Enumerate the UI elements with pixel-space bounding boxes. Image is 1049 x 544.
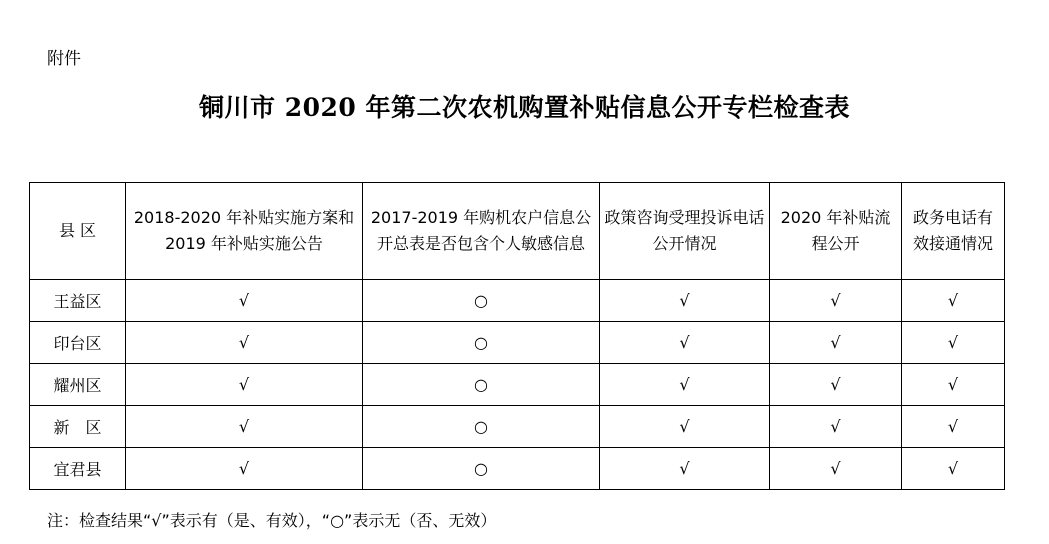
result-cell: √ — [770, 406, 902, 448]
district-name: 王益区 — [30, 280, 126, 322]
header-hotline: 政策咨询受理投诉电话公开情况 — [600, 183, 770, 280]
table-row — [30, 406, 1005, 448]
result-cell: ○ — [363, 406, 600, 448]
result-cell: √ — [902, 448, 1005, 490]
result-cell: ○ — [363, 322, 600, 364]
result-cell: √ — [600, 406, 770, 448]
attachment-label: 附件 — [47, 49, 81, 69]
check-table — [29, 182, 1005, 490]
table-row — [30, 448, 1005, 490]
header-phone-connect: 政务电话有效接通情况 — [902, 183, 1005, 280]
district-name: 耀州区 — [30, 364, 126, 406]
header-subsidy-process: 2020 年补贴流程公开 — [770, 183, 902, 280]
header-district: 县 区 — [30, 183, 126, 280]
result-cell: √ — [600, 280, 770, 322]
result-cell: √ — [126, 322, 363, 364]
table-row — [30, 280, 1005, 322]
document-title: 铜川市 2020 年第二次农机购置补贴信息公开专栏检查表 — [199, 93, 850, 122]
result-cell: ○ — [363, 364, 600, 406]
result-cell: √ — [902, 280, 1005, 322]
result-cell: √ — [770, 322, 902, 364]
table-row — [30, 322, 1005, 364]
result-cell: √ — [600, 364, 770, 406]
header-farmer-info: 2017-2019 年购机农户信息公开总表是否包含个人敏感信息 — [363, 183, 600, 280]
result-cell: √ — [600, 448, 770, 490]
result-cell: √ — [126, 448, 363, 490]
header-implementation-plan: 2018-2020 年补贴实施方案和 2019 年补贴实施公告 — [126, 183, 363, 280]
result-cell: ○ — [363, 448, 600, 490]
result-cell: √ — [770, 280, 902, 322]
result-cell: √ — [902, 322, 1005, 364]
result-cell: ○ — [363, 280, 600, 322]
result-cell: √ — [902, 406, 1005, 448]
district-name: 印台区 — [30, 322, 126, 364]
result-cell: √ — [126, 406, 363, 448]
table-header-row — [30, 183, 1005, 280]
result-cell: √ — [126, 364, 363, 406]
result-cell: √ — [126, 280, 363, 322]
table-row — [30, 364, 1005, 406]
legend-note: 注：检查结果“√”表示有（是、有效），“○”表示无（否、无效） — [47, 511, 497, 530]
result-cell: √ — [600, 322, 770, 364]
result-cell: √ — [902, 364, 1005, 406]
result-cell: √ — [770, 448, 902, 490]
district-name: 宜君县 — [30, 448, 126, 490]
district-name: 新 区 — [30, 406, 126, 448]
result-cell: √ — [770, 364, 902, 406]
